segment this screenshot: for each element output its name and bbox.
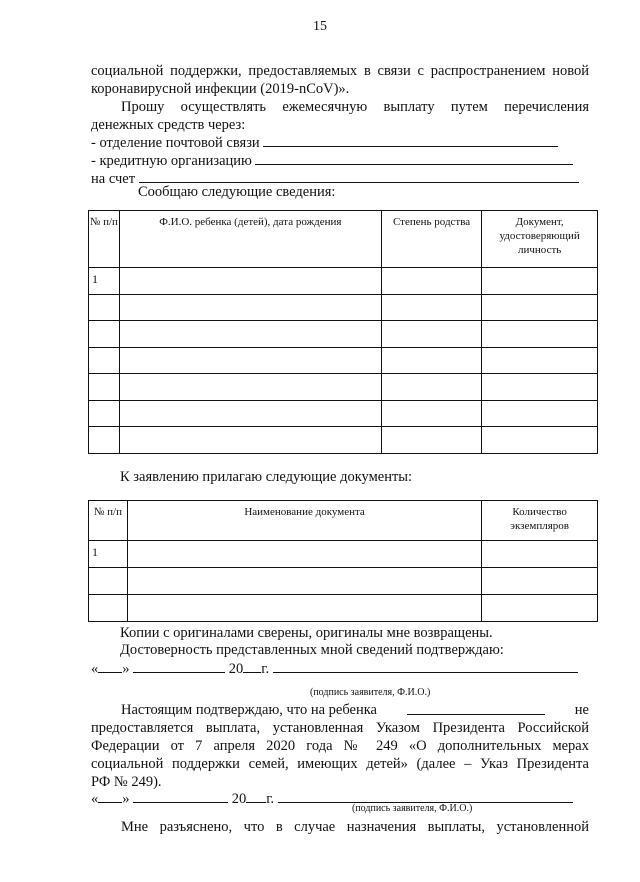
child-name-cell[interactable]	[119, 374, 381, 401]
option-post-row	[91, 133, 589, 152]
table-row	[89, 568, 598, 595]
children-table	[88, 210, 598, 454]
documents-table-header	[89, 501, 598, 541]
table-row	[89, 348, 598, 374]
intro-line-2: коронавирусной инфекции (2019-nCoV)».	[91, 81, 350, 97]
documents-heading: К заявлению прилагаю следующие документы:	[120, 469, 413, 485]
child-name-cell[interactable]	[119, 401, 381, 427]
row-number-cell[interactable]	[89, 401, 120, 427]
document-count-cell[interactable]	[482, 568, 598, 595]
statement-line-4: социальной поддержки семей, имеющих детей» (далее – Указ Президента	[91, 756, 589, 772]
intro-line-1: социальной поддержки, предоставляемых в связи с распространением новой	[91, 63, 589, 79]
row-number-cell[interactable]	[89, 321, 120, 348]
child-name-cell[interactable]	[119, 348, 381, 374]
document-count-cell[interactable]	[482, 541, 598, 568]
month-field[interactable]	[133, 789, 228, 803]
row-number-cell[interactable]	[89, 595, 128, 622]
year-suffix: г.	[261, 661, 270, 677]
account-field[interactable]	[139, 169, 579, 183]
documents-header-count: Количество экземпляров	[482, 501, 598, 541]
row-number: 1	[89, 541, 128, 568]
relation-cell[interactable]	[381, 295, 481, 321]
document-name-cell[interactable]	[127, 568, 481, 595]
row-number-cell[interactable]	[89, 427, 120, 454]
documents-header-name: Наименование документа	[127, 501, 481, 541]
option-credit-row	[91, 151, 589, 170]
date-open-quote: «	[91, 661, 99, 677]
signature-field[interactable]	[278, 789, 573, 803]
statement-line-1-end: не	[574, 702, 589, 718]
document-name-cell[interactable]	[127, 595, 481, 622]
children-header-document: Документ, удостоверяющий личность	[482, 211, 598, 268]
table-row	[89, 321, 598, 348]
document-cell[interactable]	[482, 295, 598, 321]
table-row	[89, 374, 598, 401]
row-number-cell[interactable]	[89, 295, 120, 321]
date-close-quote: »	[122, 661, 130, 677]
date-close-quote: »	[122, 791, 130, 807]
month-field[interactable]	[133, 659, 225, 673]
document-cell[interactable]	[482, 321, 598, 348]
relation-cell[interactable]	[381, 321, 481, 348]
statement-line-3: Федерации от 7 апреля 2020 года № 249 «О дополнительных мерах	[91, 738, 589, 754]
validity-confirmation: Достоверность представленных мной сведений подтверждаю:	[120, 642, 504, 658]
child-name-cell[interactable]	[119, 321, 381, 348]
relation-cell[interactable]	[381, 374, 481, 401]
table-row	[89, 427, 598, 454]
row-number-cell[interactable]	[89, 568, 128, 595]
option-post-label: - отделение почтовой связи	[91, 135, 260, 151]
document-name-cell[interactable]	[127, 541, 481, 568]
child-name-cell[interactable]	[119, 295, 381, 321]
statement-line-1	[91, 701, 589, 719]
relation-cell[interactable]	[381, 401, 481, 427]
children-header-relation: Степень родства	[381, 211, 481, 268]
child-name-cell[interactable]	[119, 268, 381, 295]
table-row	[89, 295, 598, 321]
relation-cell[interactable]	[381, 427, 481, 454]
document-cell[interactable]	[482, 401, 598, 427]
year-field[interactable]	[246, 789, 266, 803]
signature-caption-2: (подпись заявителя, Ф.И.О.)	[352, 803, 473, 814]
post-office-field[interactable]	[263, 133, 558, 147]
option-credit-label: - кредитную организацию	[91, 153, 252, 169]
copies-verified: Копии с оригиналами сверены, оригиналы мне возвращены.	[120, 625, 493, 641]
document-cell[interactable]	[482, 348, 598, 374]
year-prefix: 20	[228, 661, 244, 677]
statement-line-2: предоставляется выплата, установленная Указом Президента Российской	[91, 720, 589, 736]
date-signature-row-1	[91, 659, 578, 678]
document-cell[interactable]	[482, 374, 598, 401]
statement-line-1-start: Настоящим подтверждаю, что на ребенка	[121, 702, 377, 718]
day-field[interactable]	[98, 659, 122, 673]
document-count-cell[interactable]	[482, 595, 598, 622]
children-header-number: № п/п	[89, 211, 120, 268]
child-name-cell[interactable]	[119, 427, 381, 454]
signature-caption-1: (подпись заявителя, Ф.И.О.)	[310, 687, 431, 698]
table-row	[89, 401, 598, 427]
row-number-cell[interactable]	[89, 348, 120, 374]
relation-cell[interactable]	[381, 268, 481, 295]
child-name-field[interactable]	[407, 701, 545, 715]
table-row	[89, 268, 598, 295]
documents-table	[88, 500, 598, 622]
request-line-1: Прошу осуществлять ежемесячную выплату путем перечисления	[121, 99, 589, 115]
year-prefix: 20	[231, 791, 247, 807]
request-line-2: денежных средств через:	[91, 117, 246, 133]
date-open-quote: «	[91, 791, 99, 807]
date-signature-row-2	[91, 789, 573, 808]
documents-header-number: № п/п	[89, 501, 128, 541]
credit-organization-field[interactable]	[255, 151, 573, 165]
info-heading: Сообщаю следующие сведения:	[138, 184, 336, 200]
document-cell[interactable]	[482, 427, 598, 454]
table-row	[89, 595, 598, 622]
year-suffix: г.	[266, 791, 275, 807]
final-line: Мне разъяснено, что в случае назначения выплаты, установленной	[121, 819, 589, 835]
statement-line-5: РФ № 249).	[91, 774, 162, 790]
children-header-name: Ф.И.О. ребенка (детей), дата рождения	[119, 211, 381, 268]
children-table-header	[89, 211, 598, 268]
page-number: 15	[313, 19, 327, 34]
relation-cell[interactable]	[381, 348, 481, 374]
option-account-label: на счет	[91, 171, 136, 187]
year-field[interactable]	[243, 659, 261, 673]
signature-field[interactable]	[273, 659, 578, 673]
row-number-cell[interactable]	[89, 374, 120, 401]
row-number: 1	[89, 268, 120, 295]
document-cell[interactable]	[482, 268, 598, 295]
table-row	[89, 541, 598, 568]
day-field[interactable]	[98, 789, 122, 803]
